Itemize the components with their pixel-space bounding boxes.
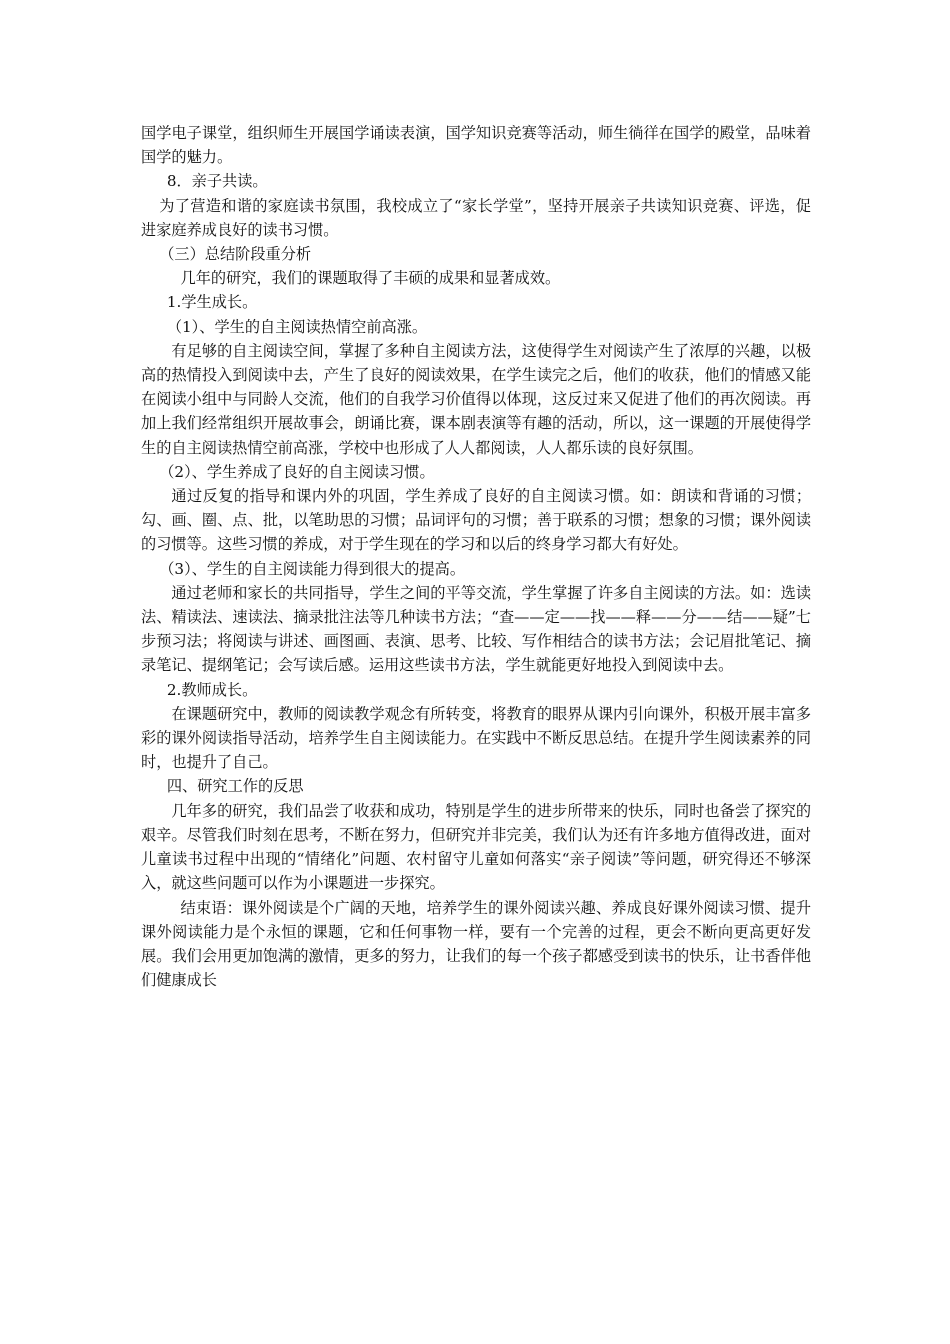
- heading-student-growth: 1.学生成长。: [166, 293, 258, 312]
- document-body: [141, 121, 811, 992]
- paragraph-reflection: 几年多的研究，我们品尝了收获和成功，特别是学生的进步所带来的快乐，同时也备尝了探究的艰辛。尽管我们时刻在思考，不断在努力，但研究并非完美，我们认为还有许多地方值得改进，面对儿童读书过程中出现的“情绪化”问题、农村留守儿童如何落实“亲子阅读”等问题，研究得还不够深入，就这些问题可以作为小课题进一步探究。: [141, 801, 811, 893]
- heading-teacher-growth: 2.教师成长。: [166, 680, 258, 699]
- paragraph-guoxue-continuation: 国学电子课堂，组织师生开展国学诵读表演，国学知识竞赛等活动，师生徜徉在国学的殿堂，品味着国学的魅力。: [141, 124, 811, 167]
- paragraph-conclusion: 结束语：课外阅读是个广阔的天地，培养学生的课外阅读兴趣、养成良好课外阅读习惯、提升课外阅读能力是个永恒的课题，它和任何事物一样，要有一个完善的过程，更会不断向更高更好发展。我们会用更加饱满的激情，更多的努力，让我们的每一个孩子都感受到读书的快乐，让书香伴他们健康成长: [141, 898, 811, 990]
- heading-summary-stage: （三）总结阶段重分析: [159, 245, 312, 264]
- paragraph-family-school: 为了营造和谐的家庭读书氛围，我校成立了“家长学堂”，坚持开展亲子共读知识竞赛、评选，促进家庭养成良好的读书习惯。: [141, 196, 811, 239]
- heading-reading-habits: （2）、学生养成了良好的自主阅读习惯。: [159, 462, 435, 481]
- paragraph-teacher-growth: 在课题研究中，教师的阅读教学观念有所转变，将教育的眼界从课内引向课外，积极开展丰富多彩的课外阅读指导活动，培养学生自主阅读能力。在实践中不断反思总结。在提升学生阅读素养的同时，也提升了自己。: [141, 704, 811, 772]
- heading-parent-child-reading: 8．亲子共读。: [166, 172, 268, 191]
- paragraph-reading-enthusiasm: 有足够的自主阅读空间，掌握了多种自主阅读方法，这使得学生对阅读产生了浓厚的兴趣，以极高的热情投入到阅读中去，产生了良好的阅读效果，在学生读完之后，他们的收获，他们的情感又能在阅读小组中与同龄人交流，他们的自我学习价值得以体现，这反过来又促进了他们的再次阅读。再加上我们经常组织开展故事会，朗诵比赛，课本剧表演等有趣的活动，所以，这一课题的开展使得学生的自主阅读热情空前高涨，学校中也形成了人人都阅读，人人都乐读的良好氛围。: [141, 341, 811, 457]
- heading-reflection: 四、研究工作的反思: [166, 777, 304, 796]
- paragraph-research-results: 几年的研究，我们的课题取得了丰硕的成果和显著成效。: [180, 269, 561, 288]
- paragraph-reading-methods: 通过老师和家长的共同指导，学生之间的平等交流，学生掌握了许多自主阅读的方法。如：选读法、精读法、速读法、摘录批注法等几种读书方法；“查——定——找——释——分——结——疑”七步预习法；将阅读与讲述、画图画、表演、思考、比较、写作相结合的读书方法；会记眉批笔记、摘录笔记、提纲笔记；会写读后感。运用这些读书方法，学生就能更好地投入到阅读中去。: [141, 583, 811, 675]
- paragraph-reading-habits: 通过反复的指导和课内外的巩固，学生养成了良好的自主阅读习惯。如：朗读和背诵的习惯；勾、画、圈、点、批，以笔助思的习惯；品词评句的习惯；善于联系的习惯；想象的习惯；课外阅读的习惯等。这些习惯的养成，对于学生现在的学习和以后的终身学习都大有好处。: [141, 487, 811, 554]
- heading-reading-ability: （3）、学生的自主阅读能力得到很大的提高。: [159, 559, 466, 578]
- heading-reading-enthusiasm: （1）、学生的自主阅读热情空前高涨。: [166, 317, 428, 336]
